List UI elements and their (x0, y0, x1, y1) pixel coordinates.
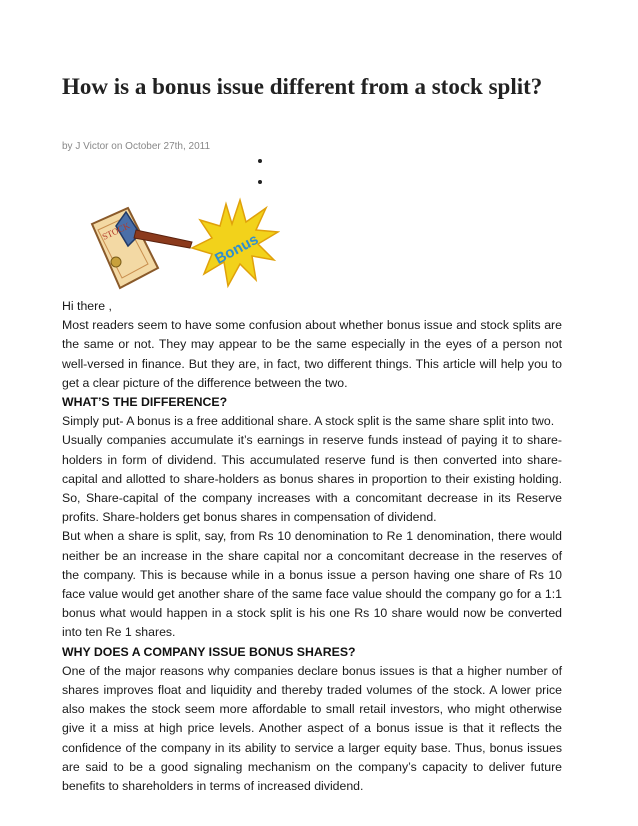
section-heading-difference: WHAT’S THE DIFFERENCE? (62, 395, 228, 410)
bullet-dot (258, 159, 262, 163)
bullet-dot (258, 180, 262, 184)
section1-paragraph: Simply put- A bonus is a free additional share. A stock split is the same share split into two. (62, 414, 555, 429)
axe-splitting-stock-certificate-icon (92, 208, 192, 288)
article-title: How is a bonus issue different from a stock split? (62, 74, 543, 99)
stock-label: STOCK (100, 220, 132, 242)
greeting: Hi there , (62, 299, 112, 313)
section1-paragraph: But when a share is split, say, from Rs 10 denomination to Re 1 denomination, there would neither be an increase in the share capital nor a concomitant decrease in the reserves of the company. This is because while in a bonus issue a person having one share of Rs 10 face value would get another share of the same face value should the company go for a 1:1 bonus what would happen in a stock split is his one Rs 10 share would now be converted into ten Re 1 shares. (62, 529, 562, 640)
bonus-starburst-icon (192, 200, 278, 286)
section2-paragraph: One of the major reasons why companies declare bonus issues is that a higher number of shares improves float and liquidity and thereby traded volumes of the stock. A lower price also makes the stock seem more affordable to small retail investors, who might otherwise give it a miss at high price levels. Another aspect of a bonus issue is that it reflects the confidence of the company in its ability to service a larger equity base. Thus, bonus issues are said to be a good signaling mechanism on the company’s capacity to deliver future benefits to shareholders in terms of increased dividend. (62, 663, 562, 794)
article-illustration (80, 196, 280, 296)
section-heading-why-bonus: WHY DOES A COMPANY ISSUE BONUS SHARES? (62, 644, 356, 659)
section1-paragraph: Usually companies accumulate it’s earnings in reserve funds instead of paying it to share-holders in form of dividend. This accumulated reserve fund is then converted into share-capital and allotted to share-holders as bonus shares in proportion to their existing holding. So, Share-capital of the company increases with a concomitant decrease in its Reserve profits. Share-holders get bonus shares in compensation of dividend. (62, 433, 562, 525)
intro-paragraph: Most readers seem to have some confusion about whether bonus issue and stock splits are the same or not. They may appear to be the same especially in the eyes of a person not well-versed in finance. But they are, in fact, two different things. This article will help you to get a clear picture of the difference between the two. (62, 318, 562, 390)
article-body (62, 297, 562, 796)
article-byline: by J Victor on October 27th, 2011 (62, 141, 211, 152)
bonus-label: Bonus (212, 230, 262, 268)
